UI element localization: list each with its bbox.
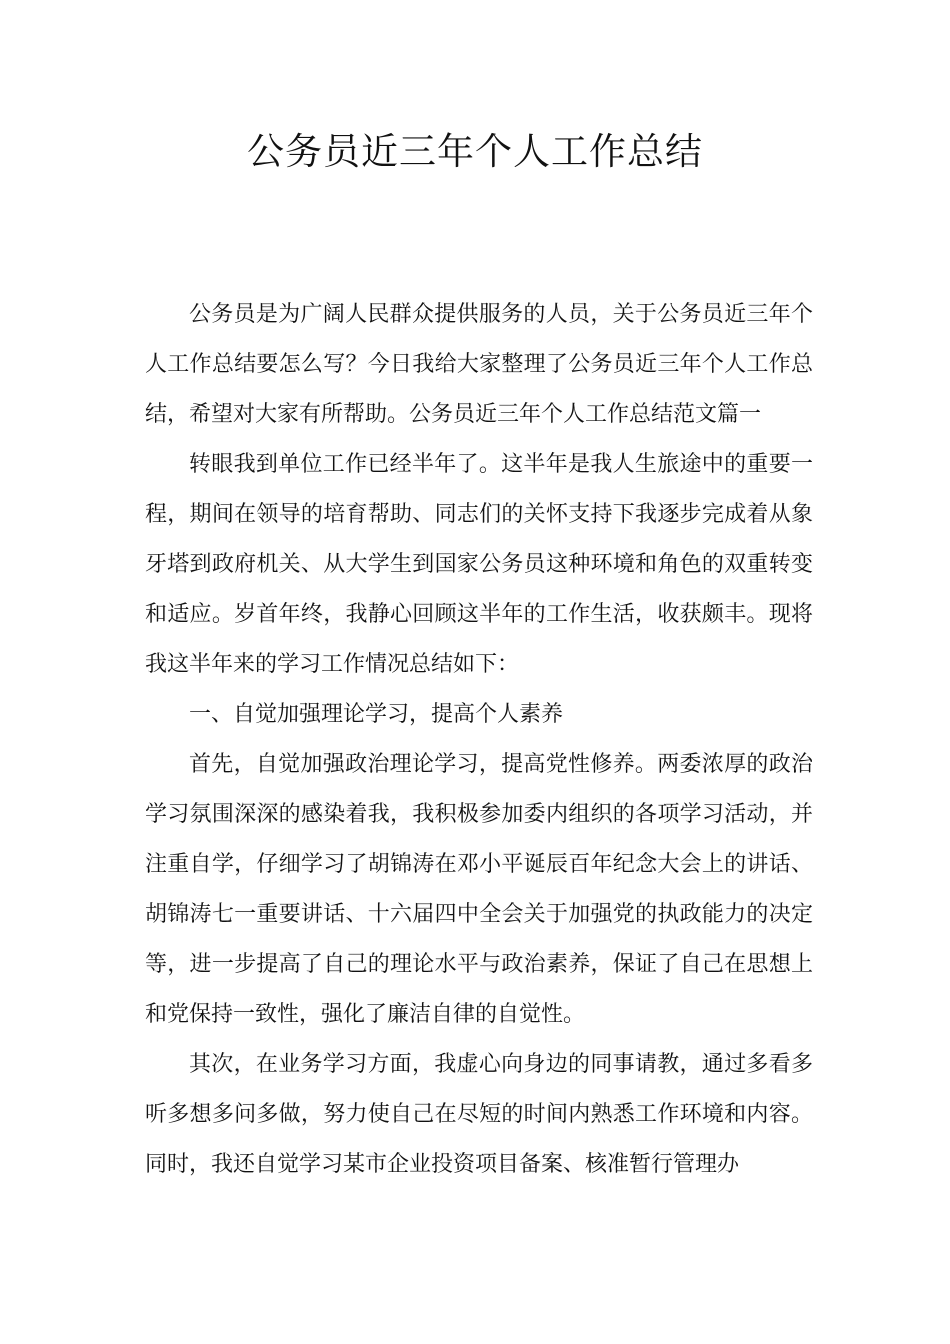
document-title: 公务员近三年个人工作总结 <box>247 130 703 173</box>
section-heading-1: 一、自觉加强理论学习，提高个人素养 <box>189 702 564 727</box>
paragraph-political-study: 首先，自觉加强政治理论学习，提高党性修养。两委浓厚的政治学习氛围深深的感染着我，我积极参加委内组织的各项学习活动，并注重自学，仔细学习了胡锦涛在邓小平诞辰百年纪念大会上的讲话、胡锦涛七一重要讲话、十六届四中全会关于加强党的执政能力的决定等，进一步提高了自己的理论水平与政治素养，保证了自己在思想上和党保持一致性，强化了廉洁自律的自觉性。 <box>145 752 813 1027</box>
paragraph-intro: 公务员是为广阔人民群众提供服务的人员，关于公务员近三年个人工作总结要怎么写？今日我给大家整理了公务员近三年个人工作总结，希望对大家有所帮助。公务员近三年个人工作总结范文篇一 <box>145 302 813 427</box>
paragraph-overview: 转眼我到单位工作已经半年了。这半年是我人生旅途中的重要一程，期间在领导的培育帮助、同志们的关怀支持下我逐步完成着从象牙塔到政府机关、从大学生到国家公务员这种环境和角色的双重转变和适应。岁首年终，我静心回顾这半年的工作生活，收获颇丰。现将我这半年来的学习工作情况总结如下： <box>145 452 813 677</box>
paragraph-business-study: 其次，在业务学习方面，我虚心向身边的同事请教，通过多看多听多想多问多做，努力使自己在尽短的时间内熟悉工作环境和内容。同时，我还自觉学习某市企业投资项目备案、核准暂行管理办 <box>145 1052 813 1177</box>
document-body <box>145 290 813 1190</box>
